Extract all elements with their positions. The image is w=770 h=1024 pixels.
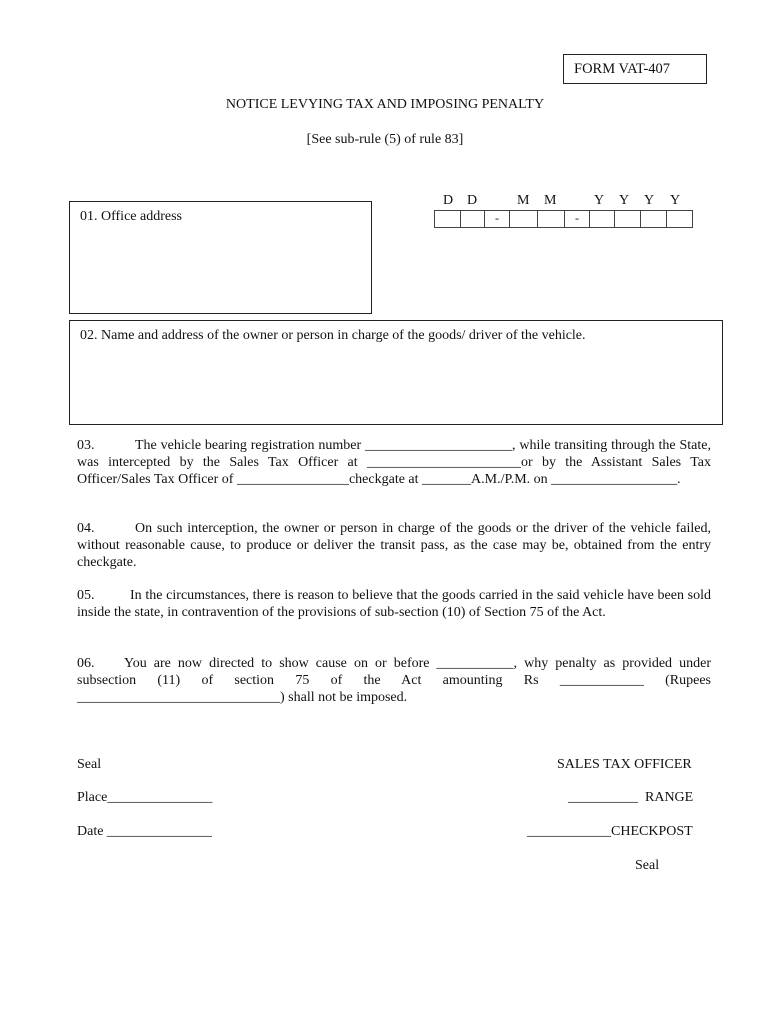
form-number-box bbox=[563, 54, 707, 84]
form-subtitle: [See sub-rule (5) of rule 83] bbox=[306, 132, 464, 147]
date-boxes bbox=[434, 210, 693, 228]
office-address-label: 01. Office address bbox=[80, 209, 182, 224]
date-letter-d2: D bbox=[467, 193, 478, 208]
date-box-year-2[interactable] bbox=[615, 210, 641, 228]
date-letter-m2: M bbox=[544, 193, 557, 208]
date-labels bbox=[434, 194, 690, 208]
paragraph-03-text: The vehicle bearing registration number _____________________, while transiting through the State, was intercepted by the Sales Tax Officer at ______________________or by the Assistant Sales Tax Officer/Sales Tax Officer of ________________checkgate at _______A.M./P.M. on __________________. bbox=[77, 438, 711, 487]
office-address-box[interactable] bbox=[69, 201, 372, 314]
date-field[interactable]: Date _______________ bbox=[77, 824, 212, 839]
date-letter-d1: D bbox=[443, 193, 454, 208]
paragraph-04-number: 04. bbox=[77, 521, 95, 536]
date-letter-m1: M bbox=[517, 193, 530, 208]
date-box-year-1[interactable] bbox=[590, 210, 615, 228]
form-title: NOTICE LEVYING TAX AND IMPOSING PENALTY bbox=[225, 97, 545, 112]
date-box-year-3[interactable] bbox=[641, 210, 667, 228]
seal-label-left: Seal bbox=[77, 757, 102, 772]
paragraph-04 bbox=[77, 520, 711, 571]
date-box-day-2[interactable] bbox=[461, 210, 485, 228]
date-box-month-2[interactable] bbox=[538, 210, 565, 228]
owner-details-box[interactable] bbox=[69, 320, 723, 425]
checkpost-field[interactable]: ____________CHECKPOST bbox=[527, 824, 693, 839]
paragraph-04-text: On such interception, the owner or person in charge of the goods or the driver of the vehicle failed, without reasonable cause, to produce or deliver the transit pass, as the case may be, obtained from the entry checkgate. bbox=[77, 521, 711, 570]
paragraph-05-text: In the circumstances, there is reason to believe that the goods carried in the said vehicle have been sold inside the state, in contravention of the provisions of sub-section (10) of Section 75 of the Act. bbox=[77, 588, 711, 620]
owner-details-label: 02. Name and address of the owner or person in charge of the goods/ driver of the vehicle. bbox=[80, 328, 586, 343]
date-letter-y2: Y bbox=[619, 193, 630, 208]
paragraph-06 bbox=[77, 655, 711, 706]
form-number: FORM VAT-407 bbox=[574, 61, 671, 77]
place-field[interactable]: Place_______________ bbox=[77, 790, 213, 805]
paragraph-03-number: 03. bbox=[77, 438, 95, 453]
date-box-month-1[interactable] bbox=[510, 210, 538, 228]
date-box-year-4[interactable] bbox=[667, 210, 693, 228]
paragraph-06-number: 06. bbox=[77, 656, 95, 671]
date-separator: - bbox=[485, 210, 510, 228]
range-field[interactable]: __________ RANGE bbox=[568, 790, 694, 805]
sales-tax-officer-label: SALES TAX OFFICER bbox=[557, 757, 692, 772]
date-letter-y3: Y bbox=[644, 193, 655, 208]
seal-label-right: Seal bbox=[635, 858, 660, 873]
paragraph-05-number: 05. bbox=[77, 588, 95, 603]
paragraph-03 bbox=[77, 437, 711, 488]
paragraph-05 bbox=[77, 587, 711, 621]
date-letter-y4: Y bbox=[670, 193, 681, 208]
date-separator: - bbox=[565, 210, 590, 228]
paragraph-06-text: You are now directed to show cause on or before ___________, why penalty as provided under subsection (11) of section 75 of the Act amounting Rs ____________ (Rupees _____________________________) shall not be imposed. bbox=[77, 656, 711, 705]
date-box-day-1[interactable] bbox=[435, 210, 461, 228]
date-letter-y1: Y bbox=[594, 193, 605, 208]
